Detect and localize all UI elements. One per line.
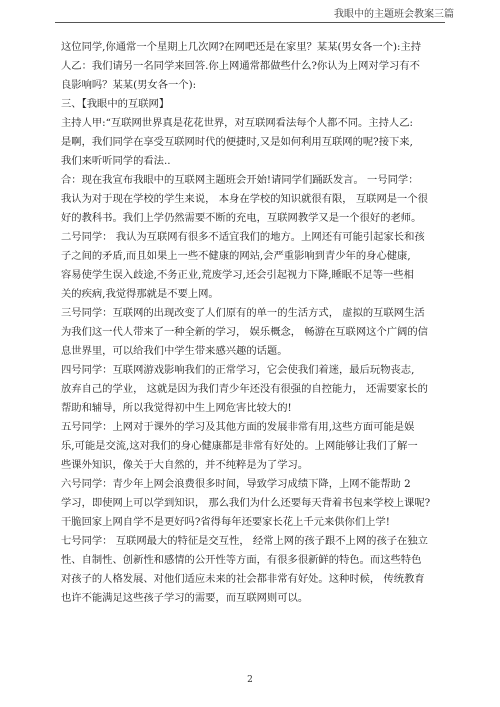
text-line: 二号同学： 我认为互联网有很多不适宜我们的地方。上网还有可能引起家长和孩 xyxy=(61,231,425,243)
body-text xyxy=(61,38,441,608)
running-header: 我眼中的主题班会教案三篇 xyxy=(334,9,454,20)
text-line: 性、自制性、创新性和感情的公开性等方面，有很多很新鲜的特色。而这些特色 xyxy=(61,554,422,566)
text-line: 容易使学生误入歧途,不务正业,荒废学习,还会引起视力下降,睡眠不足等一些相 xyxy=(61,269,414,281)
page-number: 2 xyxy=(247,675,253,685)
text-line: 也许不能满足这些孩子学习的需要，而互联网则可以。 xyxy=(61,592,309,604)
text-line: 学习，即使网上可以学到知识， 那么我们为什么还要每天背着书包来学校上课呢? xyxy=(61,497,431,509)
text-line: 我们来听听同学的看法.. xyxy=(61,155,171,167)
header-rule xyxy=(55,22,445,23)
text-line: 五号同学：上网对于课外的学习及其他方面的发展非常有用,这些方面可能是娱 xyxy=(61,421,415,433)
text-line: 七号同学： 互联网最大的特征是交互性， 经常上网的孩子跟不上网的孩子在独立 xyxy=(61,535,428,547)
text-line: 干脆回家上网自学不是更好吗?省得每年还要家长花上千元来供你们上学! xyxy=(61,516,390,528)
text-line: 关的疾病,我觉得那就是不要上网。 xyxy=(61,288,219,300)
text-line: 乐,可能是交流,这对我们的身心健康都是非常有好处的。上网能够让我们了解一 xyxy=(61,440,418,452)
text-line: 对孩子的人格发展、对他们适应未来的社会都非常有好处。这种时候， 传统教育 xyxy=(61,573,425,585)
section-heading: 三、【我眼中的互联网】 xyxy=(61,98,170,110)
text-line: 放弃自己的学业， 这就是因为我们青少年还没有很强的自控能力， 还需要家长的 xyxy=(61,383,428,395)
text-line: 人乙：我们请另一名同学来回答.你上网通常都做些什么?你认为上网对学习有不 xyxy=(61,60,420,72)
text-line: 息世界里，可以给我们中学生带来感兴趣的话题。 xyxy=(61,345,288,357)
text-line: 这位同学,你通常一个星期上几次网?在网吧还是在家里？某某(男女各一个):主持 xyxy=(61,41,422,53)
text-line: 些课外知识，像关于大自然的，并不纯粹是为了学习。 xyxy=(61,459,309,471)
text-line: 好的教科书。我们上学仍然需要不断的充电，互联网教学又是一个很好的老师。 xyxy=(61,212,422,224)
text-line: 为我们这一代人带来了一种全新的学习， 娱乐概念， 畅游在互联网这个广阔的信 xyxy=(61,326,428,338)
text-line: 四号同学：互联网游戏影响我们的正常学习，它会使我们着迷，最后玩物丧志, xyxy=(61,364,415,376)
text-line: 我认为对于现在学校的学生来说， 本身在学校的知识就很有限， 互联网是一个很 xyxy=(61,193,428,205)
text-line: 子之间的矛盾,而且如果上一些不健康的网站,会严重影响到青少年的身心健康, xyxy=(61,250,411,262)
text-line: 六号同学：青少年上网会浪费很多时间，导致学习成绩下降，上网不能帮助 2 xyxy=(61,478,411,490)
text-line: 三号同学：互联网的出现改变了人们原有的单一的生活方式， 虚拟的互联网生活 xyxy=(61,307,425,319)
text-line: 帮助和辅导，所以我觉得初中生上网危害比较大的! xyxy=(61,402,292,414)
text-line: 良影响吗？某某(男女各一个): xyxy=(61,79,197,91)
text-line: 是啊，我们同学在享受互联网时代的便捷时,又是如何利用互联网的呢?接下来, xyxy=(61,136,413,148)
text-line: 主持人甲:“互联网世界真是花花世界，对互联网看法每个人都不同。主持人乙: xyxy=(61,117,413,129)
text-line: 合：现在我宣布我眼中的互联网主题班会开始!请同学们踊跃发言。 一号同学： xyxy=(61,174,419,186)
